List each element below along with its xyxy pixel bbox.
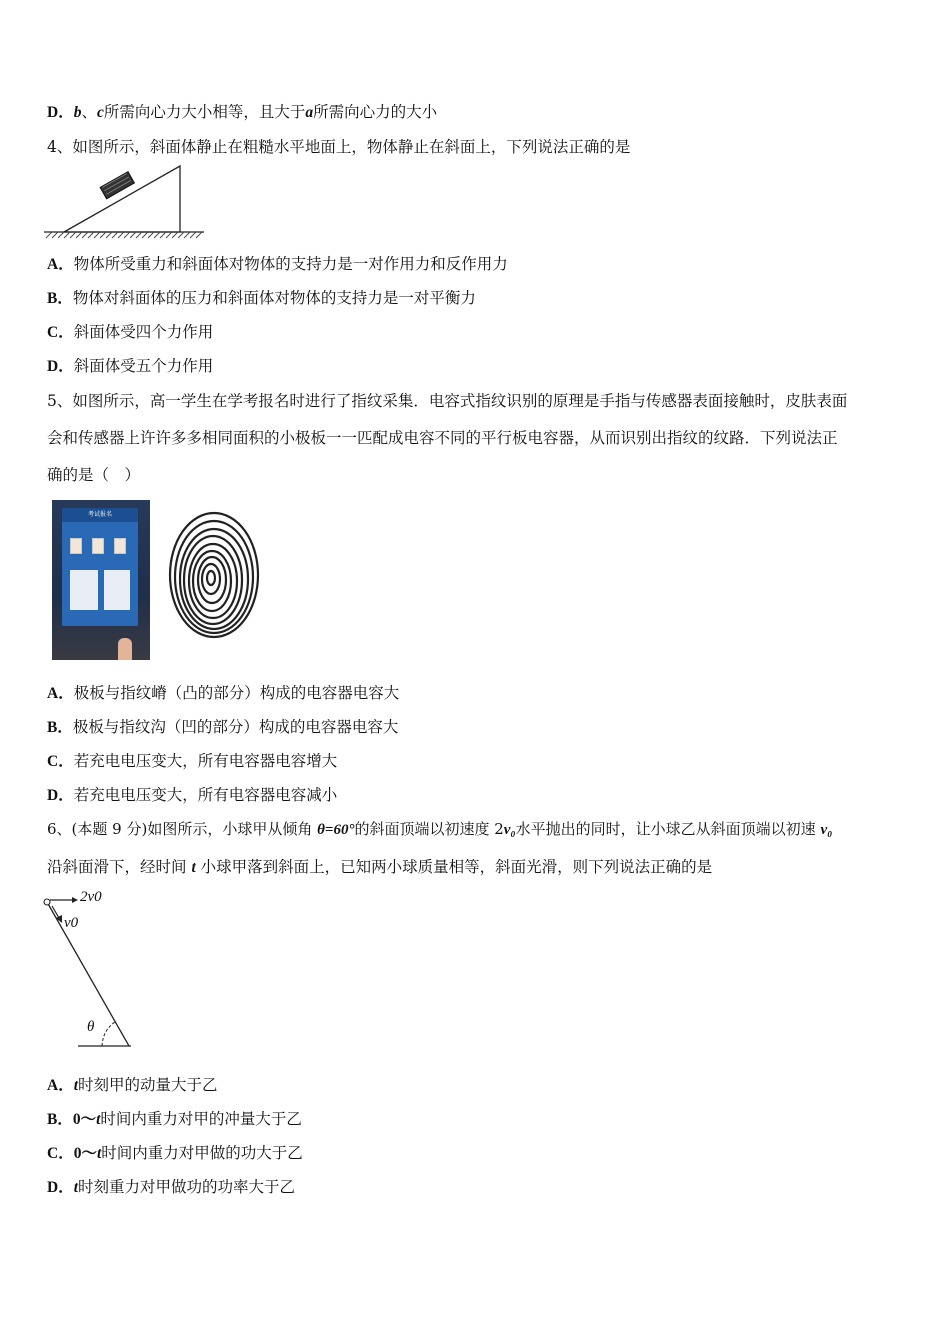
var-c: c [96, 104, 104, 121]
q5-option-d [47, 785, 337, 806]
var-b: b [73, 104, 82, 121]
var-v0: v₀ [503, 822, 516, 838]
option-label: C． [47, 753, 74, 770]
time-range: 0～ [72, 1111, 97, 1128]
screen-title: 考试报名 [87, 511, 112, 518]
arrow-head [72, 897, 78, 903]
avatar [114, 538, 126, 554]
stem-text: 的斜面顶端以初速度 2 [354, 820, 504, 838]
q5-stem-line3: 确的是（ ） [47, 466, 141, 484]
photo-panel [70, 570, 98, 610]
option-label: B． [47, 1111, 73, 1128]
finger [118, 638, 132, 660]
q5-option-a [47, 683, 399, 704]
q5-option-b [47, 717, 398, 738]
screen-header [62, 508, 138, 522]
option-text: 所需向心力大小相等，且大于 [103, 103, 306, 121]
option-text: 时刻重力对甲做功的功率大于乙 [78, 1178, 296, 1196]
option-text: 时刻甲的动量大于乙 [78, 1076, 218, 1094]
q4-stem: 4、如图所示，斜面体静止在粗糙水平地面上，物体静止在斜面上，下列说法正确的是 [47, 138, 631, 156]
ball [44, 899, 50, 905]
option-label: D． [47, 1179, 74, 1196]
option-label: D． [47, 358, 74, 375]
q4-option-c [47, 322, 213, 343]
var-t: t [96, 1145, 102, 1162]
option-label: B． [47, 719, 73, 736]
ground-hatching [46, 232, 202, 238]
q5-stem-line2: 会和传感器上许许多多相同面积的小极板一一匹配成电容不同的平行板电容器，从而识别出指纹的纹路．下列说法正 [47, 429, 838, 447]
stem-text: 小球甲落到斜面上，已知两小球质量相等，斜面光滑，则下列说法正确的是 [195, 858, 713, 876]
terminal-screen [62, 508, 138, 626]
q6-option-a [47, 1075, 218, 1096]
avatar [70, 538, 82, 554]
option-label: C． [47, 324, 74, 341]
option-text: 斜面体受四个力作用 [73, 323, 214, 341]
label-v0: v0 [64, 915, 79, 931]
stem-text: 6、(本题 9 分)如图所示，小球甲从倾角 [47, 820, 318, 838]
option-text: 所需向心力的大小 [313, 103, 438, 121]
angle-arc [102, 1022, 115, 1046]
fingerprint-image [166, 508, 262, 642]
q6-stem-line2 [47, 857, 712, 878]
option-label: B． [47, 290, 73, 307]
var-t: t [191, 859, 196, 876]
option-label: A． [47, 685, 74, 702]
stem-text: 沿斜面滑下，经时间 [47, 858, 192, 876]
option-label: D． [47, 104, 74, 121]
q6-option-d [47, 1177, 295, 1198]
separator: 、 [81, 103, 97, 121]
q6-stem-line1 [47, 819, 832, 840]
option-text: 斜面体受五个力作用 [73, 357, 214, 375]
option-label: C． [47, 1145, 74, 1162]
option-text: 极板与指纹沟（凹的部分）构成的电容器电容大 [72, 718, 399, 736]
q6-option-c [47, 1143, 303, 1164]
theta-equation: θ=60° [317, 822, 355, 838]
label-2v0: 2v0 [80, 889, 102, 905]
incline-figure [44, 162, 206, 242]
label-theta: θ [87, 1019, 95, 1035]
time-range: 0～ [73, 1145, 97, 1162]
q4-option-a [47, 254, 508, 275]
option-text: 时间内重力对甲的冲量大于乙 [100, 1110, 302, 1128]
var-t: t [96, 1111, 101, 1128]
option-label: A． [47, 256, 74, 273]
q4-option-d [47, 356, 213, 377]
projectile-incline-figure [40, 884, 150, 1052]
option-text: 极板与指纹嵴（凸的部分）构成的电容器电容大 [73, 684, 400, 702]
var-v0: v₀ [820, 822, 833, 838]
option-text: 若充电电压变大，所有电容器电容增大 [73, 752, 338, 770]
option-text: 若充电电压变大，所有电容器电容减小 [73, 786, 338, 804]
q6-option-b [47, 1109, 302, 1130]
var-t: t [73, 1077, 79, 1094]
q4-option-b [47, 288, 476, 309]
fingerprint-panel [104, 570, 130, 610]
q3-option-d [47, 102, 437, 123]
option-text: 物体对斜面体的压力和斜面体对物体的支持力是一对平衡力 [72, 289, 476, 307]
q5-stem-line1: 5、如图所示，高一学生在学考报名时进行了指纹采集．电容式指纹识别的原理是手指与传感器表面接触时，皮肤表面 [47, 392, 848, 410]
stem-text: 水平抛出的同时，让小球乙从斜面顶端以初速 [515, 820, 821, 838]
avatar [92, 538, 104, 554]
option-label: A． [47, 1077, 74, 1094]
fingerprint-terminal-photo [52, 500, 150, 660]
option-text: 时间内重力对甲做的功大于乙 [101, 1144, 303, 1162]
q5-option-c [47, 751, 337, 772]
option-text: 物体所受重力和斜面体对物体的支持力是一对作用力和反作用力 [73, 255, 508, 273]
option-label: D． [47, 787, 74, 804]
var-a: a [305, 104, 314, 121]
var-t: t [73, 1179, 79, 1196]
